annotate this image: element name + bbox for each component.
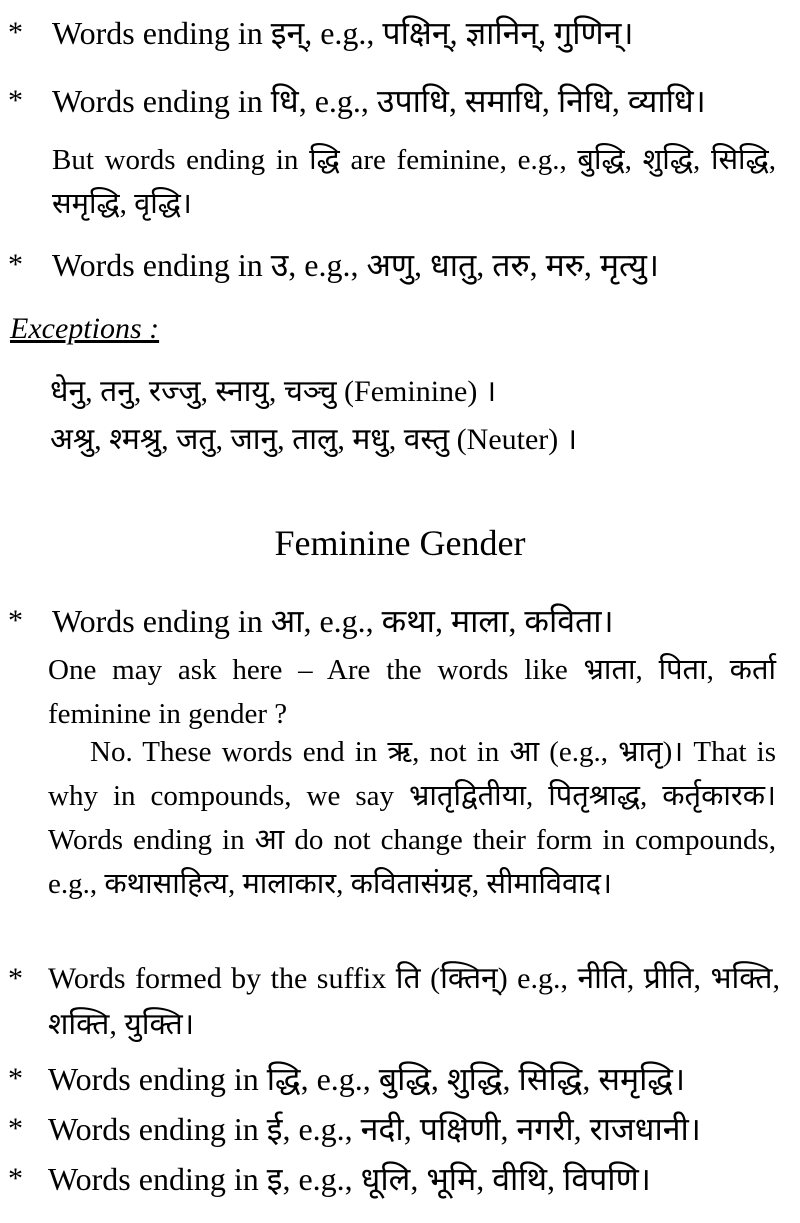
bullet-asterisk: * (8, 962, 23, 995)
list-item-text: Words formed by the suffix ति (क्तिन्) e.g., नीति, प्रीति, भक्ति, शक्ति, युक्ति। (48, 962, 780, 1041)
question-paragraph: One may ask here – Are the words like भ्राता, पिता, कर्ता feminine in gender ? (48, 654, 776, 730)
list-item-text: Words ending in उ, e.g., अणु, धातु, तरु, मरु, मृत्यु। (52, 247, 660, 283)
bullet-asterisk: * (8, 16, 23, 49)
bullet-asterisk: * (8, 1112, 23, 1145)
exceptions-heading: Exceptions : (10, 312, 160, 345)
bullet-asterisk: * (8, 1062, 23, 1095)
list-item-text: Words ending in धि, e.g., उपाधि, समाधि, निधि, व्याधि। (52, 83, 706, 119)
list-item-text: Words ending in द्धि, e.g., बुद्धि, शुद्धि, सिद्धि, समृद्धि। (48, 1061, 686, 1097)
list-item-text: Words ending in इ, e.g., धूलि, भूमि, वीथि, विपणि। (48, 1161, 651, 1197)
list-item-text: Words ending in ई, e.g., नदी, पक्षिणी, नगरी, राजधानी। (48, 1111, 701, 1147)
bullet-asterisk: * (8, 248, 23, 281)
list-item-text: Words ending in आ, e.g., कथा, माला, कविता। (52, 603, 614, 639)
answer-paragraph: No. These words end in ऋ, not in आ (e.g., भ्रातृ)। That is why in compounds, we say भ्रातृद्वितीया, पितृश्राद्ध, कर्तृकारक। Words ending in आ do not change their form in compounds, e.g., कथासाहित्य, मालाकार, कवितासंग्रह, सीमाविवाद। (48, 736, 776, 900)
list-item-text: Words ending in इन्, e.g., पक्षिन्, ज्ञानिन्, गुणिन्। (52, 15, 634, 51)
exception-line-neuter: अश्रु, श्मश्रु, जतु, जानु, तालु, मधु, वस्तु (Neuter) । (50, 423, 578, 456)
bullet-asterisk: * (8, 84, 23, 117)
exception-line-feminine: धेनु, तनु, रज्जु, स्नायु, चञ्चु (Feminine) । (50, 375, 497, 408)
bullet-asterisk: * (8, 1162, 23, 1195)
bullet-asterisk: * (8, 604, 23, 637)
dhi-note: But words ending in द्धि are feminine, e.g., बुद्धि, शुद्धि, सिद्धि, समृद्धि, वृद्धि। (52, 144, 776, 220)
section-title: Feminine Gender (274, 523, 526, 563)
